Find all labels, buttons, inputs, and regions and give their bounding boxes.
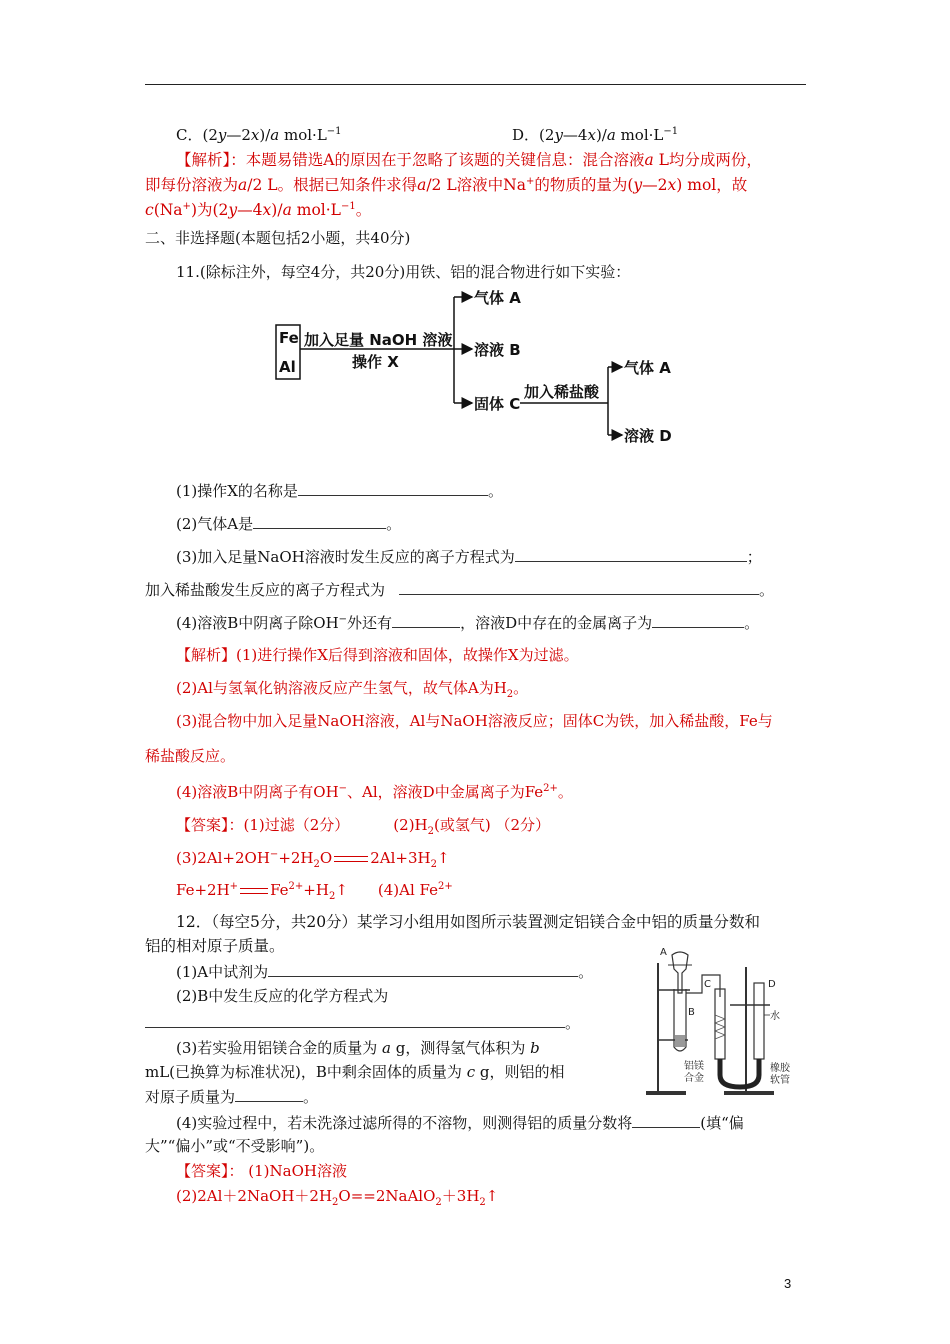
q12-intro-1: 12．（每空5分，共20分）某学习小组用如图所示装置测定铝镁合金中铝的质量分数和 (176, 913, 761, 931)
answer-blank[interactable] (145, 1012, 565, 1028)
option-d: D．(2y—4x)/a $mol\cdot L^{-1}$ (512, 126, 679, 144)
answer-blank[interactable] (652, 612, 744, 628)
answer-blank[interactable] (235, 1086, 303, 1102)
q11-answer-1: 【答案】：(1)过滤（2分） $(2)H_2$(或氢气) （2分） (176, 816, 551, 837)
q12-sub2: (2)B中发生反应的化学方程式为 (176, 987, 389, 1005)
q11-analysis-1: 【解析】(1)进行操作X后得到溶液和固体，故操作X为过滤。 (176, 646, 579, 664)
label-water: 水 (770, 1011, 780, 1022)
al-label: Al (279, 358, 296, 376)
answer-blank[interactable] (632, 1112, 700, 1128)
q10-analysis-line2: 即每份溶液为a/2 L。根据已知条件求得a/2 L溶液中Na+的物质的量为(y—2x) mol，故 (145, 175, 748, 194)
q12-sub2-blank-line: 。 (145, 1012, 580, 1033)
step2-label: 加入稀盐酸 (524, 383, 600, 401)
label-a: A (660, 947, 667, 958)
label-alloy-1: 铝镁 (684, 1061, 704, 1072)
q12-answer-2: $(2)2Al+2NaOH+2H_2O==2NaAlO_2+3H_2↑$ (176, 1187, 499, 1208)
fe-label: Fe (279, 329, 299, 347)
q12-intro-2: 铝的相对原子质量。 (145, 937, 285, 955)
q12-sub1: (1)A中试剂为 。 (176, 963, 594, 981)
label-hose-1: 橡胶 (770, 1063, 790, 1074)
q11-sub3-line1: (3)加入足量NaOH溶液时发生反应的离子方程式为 ； (176, 548, 762, 566)
answer-blank[interactable] (392, 612, 460, 628)
label-d: D (768, 979, 776, 990)
q12-sub4-line2: 大”“偏小”或“不受影响”)。 (145, 1137, 325, 1155)
page-number: 3 (784, 1276, 792, 1291)
q10-analysis-line3: c(Na+)为(2y—4x)/a $mol\cdot L^{-1}$。 (145, 200, 372, 219)
stand-base-right (724, 1091, 774, 1095)
label-hose-2: 软管 (770, 1075, 790, 1086)
q11-intro: 11.(除标注外，每空4分，共20分)用铁、铝的混合物进行如下实验： (176, 263, 631, 281)
gas-a-label-1: 气体 A (474, 289, 521, 307)
q11-flow-diagram (270, 285, 690, 450)
leveling-tube (754, 983, 764, 1059)
q11-answer-3b: Fe+2H+ $Fe^{2+}+H_2↑$ (4)Al $Fe^{2+}$ (176, 881, 453, 902)
rubber-hose (720, 1059, 759, 1087)
operation-x-label: 操作 X (352, 353, 399, 371)
label-alloy-2: 合金 (684, 1073, 704, 1084)
answer-blank[interactable] (399, 579, 759, 595)
solution-d-label: 溶液 D (624, 427, 672, 445)
q11-answer-3: $(3)2Al+2OH^-+2H_2O$ $2Al+3H_2↑$ (176, 849, 450, 870)
q10-analysis-line1: 【解析】：本题易错选A的原因在于忽略了该题的关键信息：混合溶液a L均分成两份， (176, 151, 762, 169)
solid-c-label: 固体 C (474, 395, 521, 413)
q11-analysis-4: (4)溶液B中阴离子有OH−、Al，溶液D中金属离子为$Fe^{2+}$。 (176, 783, 573, 801)
q12-sub3-line2: mL(已换算为标准状况)，B中剩余固体的质量为 c g，则铝的相 (145, 1063, 565, 1081)
q12-answer-1: 【答案】： (1)NaOH溶液 (176, 1162, 347, 1180)
q11-sub3-line2: 加入稀盐酸发生反应的离子方程式为 。 (145, 581, 775, 599)
stand-base-left (646, 1091, 686, 1095)
q12-sub3-line3: 对原子质量为 。 (145, 1088, 319, 1106)
step1-label: 加入足量 NaOH 溶液 (304, 331, 453, 349)
answer-blank[interactable] (268, 961, 578, 977)
equals-sign (240, 888, 268, 894)
section2-title: 二、非选择题(本题包括2小题，共40分) (145, 229, 411, 247)
gas-a-label-2: 气体 A (624, 359, 671, 377)
q12-sub3-line1: (3)若实验用铝镁合金的质量为 a g，测得氢气体积为 b (176, 1039, 540, 1057)
option-c: C．(2y—2x)/a $mol\cdot L^{-1}$ (176, 126, 342, 144)
q11-analysis-3: (3)混合物中加入足量NaOH溶液，Al与NaOH溶液反应；固体C为铁，加入稀盐酸，Fe与 (176, 712, 773, 730)
q12-sub4-line1: (4)实验过程中，若未洗涤过滤所得的不溶物，则测得铝的质量分数将 (填“偏 (176, 1114, 744, 1132)
answer-blank[interactable] (515, 546, 747, 562)
q11-sub2: (2)气体A是 。 (176, 515, 402, 533)
label-b: B (688, 1007, 695, 1018)
q11-analysis-3b: 稀盐酸反应。 (145, 747, 236, 765)
solution-b-label: 溶液 B (474, 341, 521, 359)
header-rule (145, 84, 806, 85)
label-c: C (704, 979, 711, 990)
q12-apparatus-diagram (640, 945, 800, 1100)
q11-sub1: (1)操作X的名称是 。 (176, 482, 503, 500)
q11-sub4: (4)溶液B中阴离子除OH−外还有 ，溶液D中存在的金属离子为 。 (176, 614, 760, 632)
answer-blank[interactable] (298, 480, 488, 496)
answer-blank[interactable] (253, 513, 386, 529)
equals-sign (334, 856, 368, 862)
q11-analysis-2: (2)Al与氢氧化钠溶液反应产生氢气，故气体A为$H_2$。 (176, 679, 529, 700)
dropping-funnel (672, 952, 688, 993)
